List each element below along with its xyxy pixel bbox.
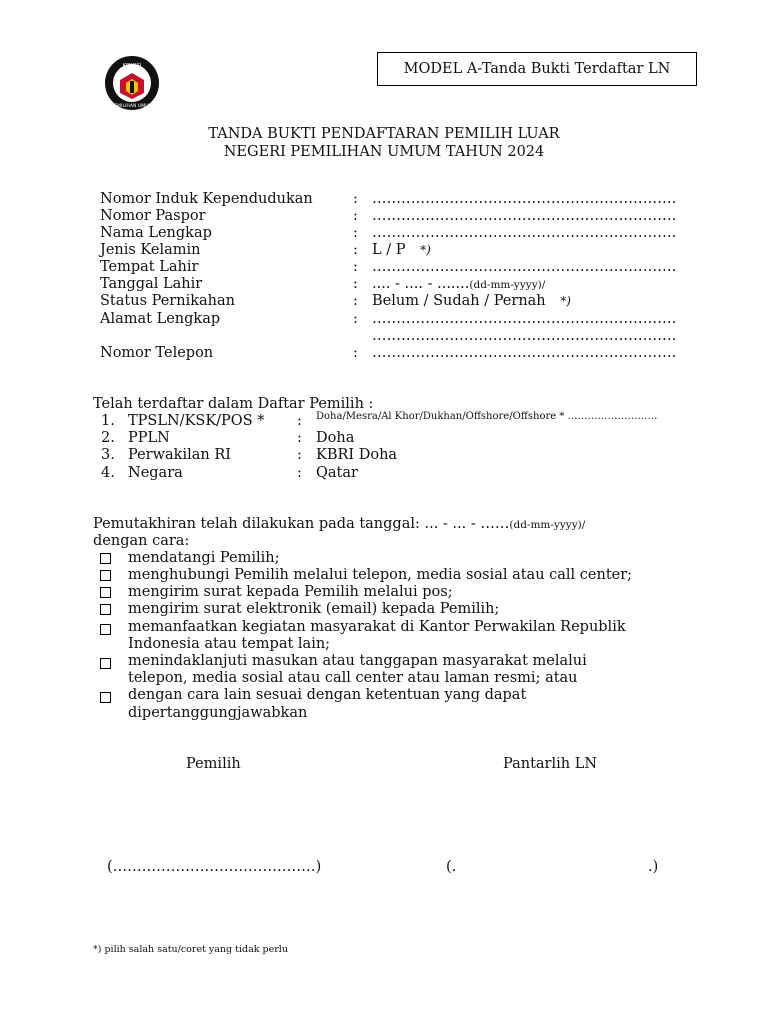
option-text-continued: telepon, media sosial atau call center atau laman resmi; atau	[128, 670, 578, 686]
option-checkbox[interactable]	[100, 570, 111, 581]
registered-num: 3.	[101, 447, 115, 463]
identity-colon: :	[353, 276, 358, 292]
option-text: mengirim surat elektronik (email) kepada Pemilih;	[128, 601, 500, 617]
option-checkbox[interactable]	[100, 553, 111, 564]
document-title-line2: NEGERI PEMILIHAN UMUM TAHUN 2024	[223, 144, 545, 160]
option-text: dengan cara lain sesuai dengan ketentuan yang dapat	[128, 687, 527, 703]
option-text-continued: dipertanggungjawabkan	[128, 705, 308, 721]
option-text: mendatangi Pemilih;	[128, 550, 280, 566]
identity-value-phone: ………………………………………………………	[372, 345, 677, 361]
signature-role-pantarlih: Pantarlih LN	[503, 756, 598, 772]
option-checkbox[interactable]	[100, 624, 111, 635]
birthdate-format-note: (dd-mm-yyyy)/	[469, 279, 546, 291]
kpu-logo-icon	[104, 55, 160, 111]
gender-options: L / P	[372, 242, 406, 258]
registered-value-negara: Qatar	[316, 465, 358, 481]
registered-label-tps: TPSLN/KSK/POS *	[128, 413, 265, 429]
identity-label-birthplace: Tempat Lahir	[100, 259, 199, 275]
signature-line-pantarlih-close: .)	[648, 859, 659, 875]
update-method-heading: dengan cara:	[93, 533, 190, 549]
identity-colon: :	[353, 293, 358, 309]
registered-label-negara: Negara	[128, 465, 183, 481]
registered-value-perwakilan: KBRI Doha	[316, 447, 398, 463]
option-text-continued: Indonesia atau tempat lain;	[128, 636, 331, 652]
identity-label-marital: Status Pernikahan	[100, 293, 235, 309]
identity-label-nik: Nomor Induk Kependudukan	[100, 191, 313, 207]
identity-label-phone: Nomor Telepon	[100, 345, 214, 361]
option-checkbox[interactable]	[100, 604, 111, 615]
logo-text-top: KOMISI	[122, 63, 142, 69]
identity-value-address: ………………………………………………………	[372, 311, 677, 327]
option-text: menghubungi Pemilih melalui telepon, media sosial atau call center;	[128, 567, 633, 583]
identity-colon: :	[353, 311, 358, 327]
option-text: memanfaatkan kegiatan masyarakat di Kantor Perwakilan Republik	[128, 619, 626, 635]
identity-value-birthdate	[372, 276, 545, 294]
identity-colon: :	[353, 191, 358, 207]
identity-value-nik: ………………………………………………………	[372, 191, 677, 207]
update-date-text: Pemutakhiran telah dilakukan pada tanggal: ... - ... - ……	[93, 516, 510, 532]
identity-colon: :	[353, 208, 358, 224]
identity-label-address: Alamat Lengkap	[100, 311, 221, 327]
signature-role-voter: Pemilih	[186, 756, 241, 772]
birthdate-placeholder: .... - .... - .......	[372, 276, 470, 292]
model-label: MODEL A-Tanda Bukti Terdaftar LN	[403, 61, 671, 77]
identity-value-gender	[372, 242, 431, 259]
marital-note: *)	[560, 294, 571, 308]
identity-value-address-line2: ………………………………………………………	[372, 328, 677, 344]
registered-num: 1.	[101, 413, 115, 429]
identity-colon: :	[353, 259, 358, 275]
signature-line-voter: (……………………………………)	[107, 859, 322, 875]
registered-colon: :	[297, 430, 302, 446]
option-text: mengirim surat kepada Pemilih melalui pos;	[128, 584, 453, 600]
model-label-box	[377, 52, 697, 86]
kpu-logo	[104, 55, 160, 111]
identity-label-birthdate: Tanggal Lahir	[100, 276, 203, 292]
identity-label-passport: Nomor Paspor	[100, 208, 206, 224]
marital-options: Belum / Sudah / Pernah	[372, 293, 546, 309]
footnote: *) pilih salah satu/coret yang tidak perlu	[93, 944, 288, 955]
identity-value-name: ………………………………………………………	[372, 225, 677, 241]
update-date-format-note: (dd-mm-yyyy)/	[509, 519, 586, 531]
identity-value-marital	[372, 293, 571, 310]
option-text: menindaklanjuti masukan atau tanggapan masyarakat melalui	[128, 653, 587, 669]
registered-value-ppln: Doha	[316, 430, 355, 446]
option-checkbox[interactable]	[100, 658, 111, 669]
gender-note: *)	[420, 243, 431, 257]
identity-value-birthplace: ………………………………………………………	[372, 259, 677, 275]
registered-num: 2.	[101, 430, 115, 446]
registered-num: 4.	[101, 465, 115, 481]
option-checkbox[interactable]	[100, 692, 111, 703]
identity-label-gender: Jenis Kelamin	[100, 242, 201, 258]
registered-colon: :	[297, 447, 302, 463]
identity-colon: :	[353, 242, 358, 258]
identity-label-name: Nama Lengkap	[100, 225, 212, 241]
registered-heading: Telah terdaftar dalam Daftar Pemilih :	[93, 396, 374, 412]
registered-colon: :	[297, 413, 302, 429]
registered-label-ppln: PPLN	[128, 430, 170, 446]
identity-value-passport: ………………………………………………………	[372, 208, 677, 224]
update-date-line	[93, 516, 585, 534]
identity-colon: :	[353, 345, 358, 361]
signature-line-pantarlih-open: (.	[446, 859, 457, 875]
document-title-line1: TANDA BUKTI PENDAFTARAN PEMILIH LUAR	[208, 126, 560, 142]
registered-colon: :	[297, 465, 302, 481]
registered-value-tps: Doha/Mesra/Al Khor/Dukhan/Offshore/Offshore * ………………………	[316, 411, 658, 422]
logo-text-bottom: PEMILIHAN UMUM	[111, 104, 153, 109]
option-checkbox[interactable]	[100, 587, 111, 598]
registered-label-perwakilan: Perwakilan RI	[128, 447, 231, 463]
identity-colon: :	[353, 225, 358, 241]
